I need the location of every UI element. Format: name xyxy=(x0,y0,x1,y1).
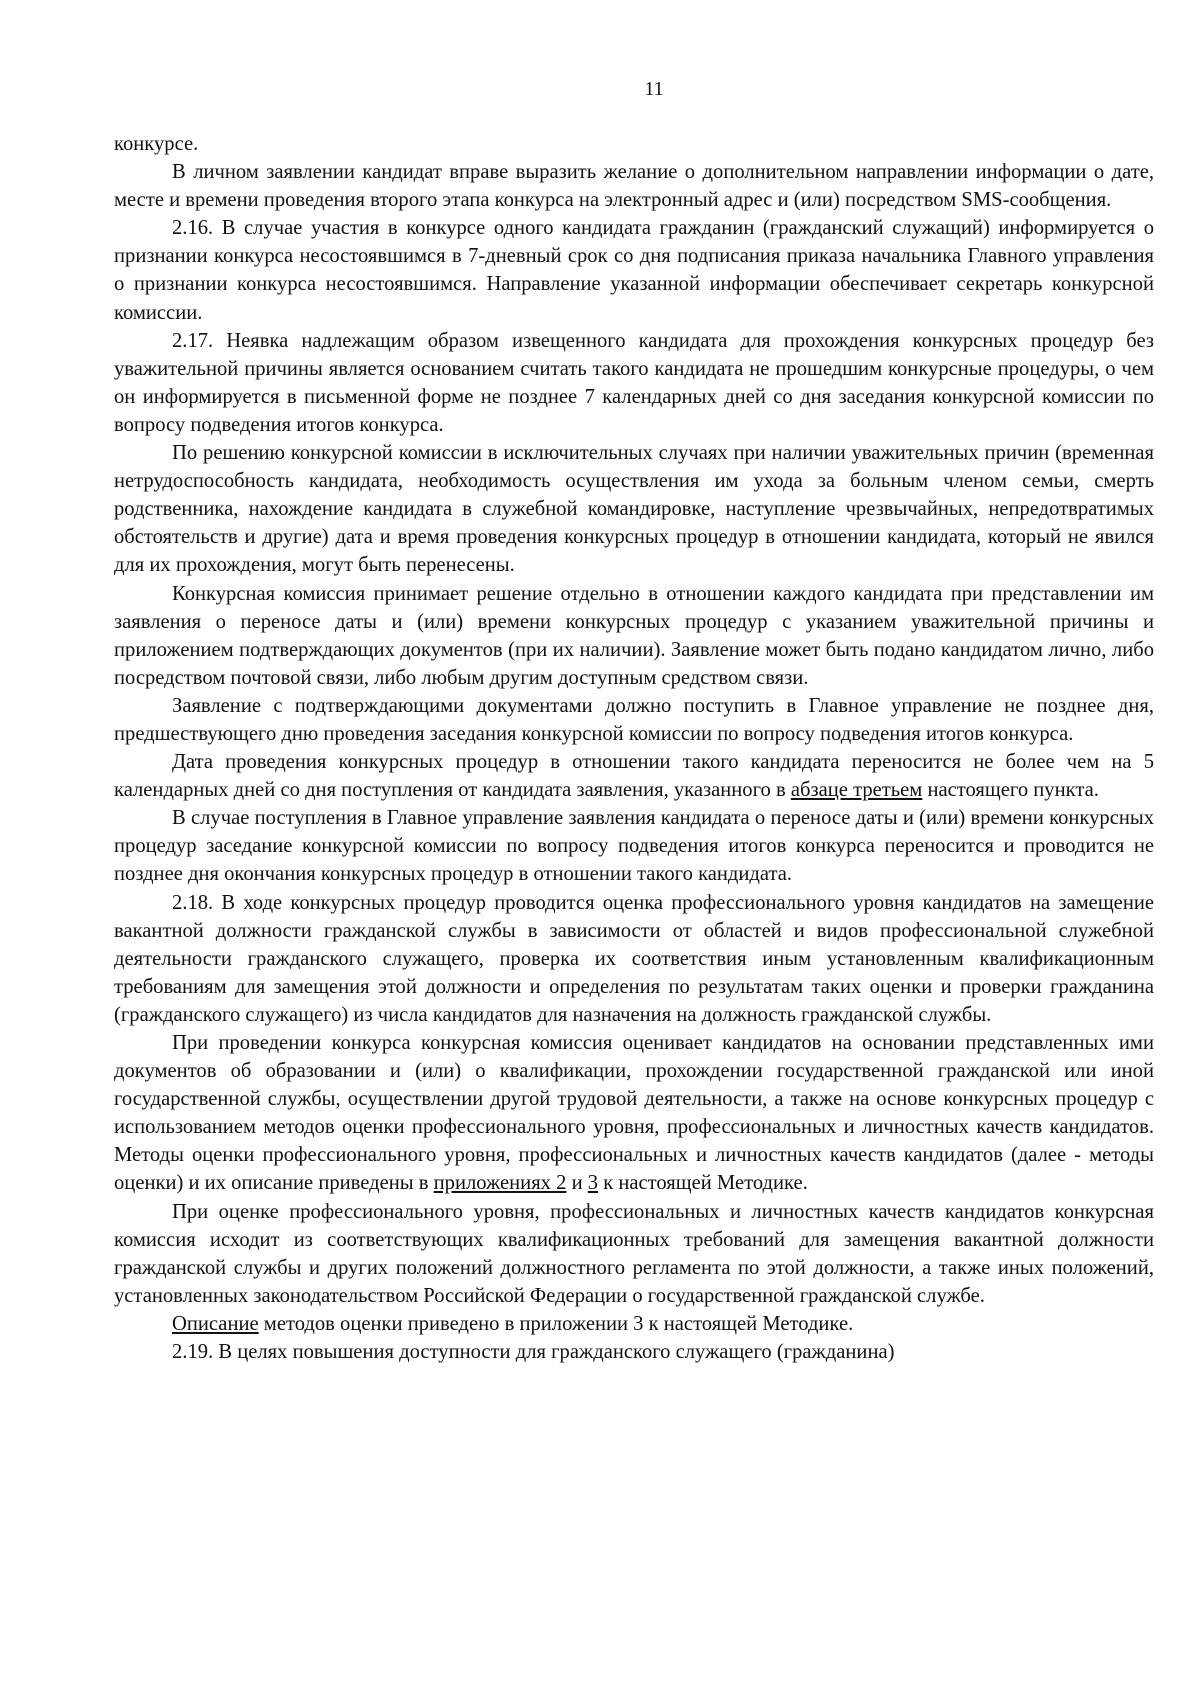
paragraph-8 xyxy=(114,748,1154,804)
paragraph-5: По решению конкурсной комиссии в исключительных случаях при наличии уважительных причин (временная нетрудоспособность кандидата, необходимость осуществления им ухода за больным членом семьи, смерть родственника, нахождение кандидата в служебной командировке, наступление чрезвычайных, непредотвратимых обстоятельств и другие) дата и время проведения конкурсных процедур в отношении кандидата, который не явился для их прохождения, могут быть перенесены. xyxy=(114,442,1154,577)
paragraph-9: В случае поступления в Главное управление заявления кандидата о переносе даты и (или) времени конкурсных процедур заседание конкурсной комиссии по вопросу подведения итогов конкурса переносится и проводится не позднее дня окончания конкурсных процедур в отношении такого кандидата. xyxy=(114,807,1154,886)
paragraph-2-17: 2.17. Неявка надлежащим образом извещенного кандидата для прохождения конкурсных процедур без уважительной причины является основанием считать такого кандидата не прошедшим конкурсные процедуры, о чем он информируется в письменной форме не позднее 7 календарных дней со дня заседания конкурсной комиссии по вопросу подведения итогов конкурса. xyxy=(114,329,1154,436)
paragraph-12: При оценке профессионального уровня, профессиональных и личностных качеств кандидатов конкурсная комиссия исходит из соответствующих квалификационных требований для замещения вакантной должности гражданской службы и других положений должностного регламента по этой должности, а также иных положений, установленных законодательством Российской Федерации о государственной гражданской службе. xyxy=(114,1200,1154,1307)
paragraph-6: Конкурсная комиссия принимает решение отдельно в отношении каждого кандидата при представлении им заявления о переносе даты и (или) времени конкурсных процедур с указанием уважительной причины и приложением подтверждающих документов (при их наличии). Заявление может быть подано кандидатом лично, либо посредством почтовой связи, либо любым другим доступным средством связи. xyxy=(114,582,1154,689)
abzac-third-link[interactable]: абзаце третьем xyxy=(790,779,923,802)
paragraph-1: конкурсе. xyxy=(114,133,199,155)
paragraph-2-18: 2.18. В ходе конкурсных процедур проводится оценка профессионального уровня кандидатов на замещение вакантной должности гражданской службы в зависимости от областей и видов профессиональной служебной деятельности гражданского служащего, проверка их соответствия иным установленным квалификационным требованиям для замещения этой должности и определения по результатам таких оценки и проверки гражданина (гражданского служащего) из числа кандидатов для назначения на должность гражданской службы. xyxy=(114,891,1154,1026)
appendix-3-link[interactable]: 3 xyxy=(587,1172,599,1195)
description-link[interactable]: Описание xyxy=(172,1312,259,1335)
paragraph-11-text-before: При проведении конкурса конкурсная комиссия оценивает кандидатов на основании представленных ими документов об образовании и (или) о квалификации, прохождении государственной гражданской или иной государственной службы, осуществлении другой трудовой деятельности, а также на основе конкурсных процедур с использованием методов оценки профессионального уровня, профессиональных и личностных качеств кандидатов. Методы оценки профессионального уровня, профессиональных и личностных качеств кандидатов (далее - методы оценки) и их описание приведены в xyxy=(114,1032,1154,1195)
paragraph-13 xyxy=(114,1310,1154,1338)
paragraph-7: Заявление с подтверждающими документами должно поступить в Главное управление не позднее дня, предшествующего дню проведения заседания конкурсной комиссии по вопросу подведения итогов конкурса. xyxy=(114,694,1154,745)
paragraph-11-text-mid: и xyxy=(566,1172,588,1195)
paragraph-8-text-before: Дата проведения конкурсных процедур в отношении такого кандидата переносится не более чем на 5 календарных дней со дня поступления от кандидата заявления, указанного в xyxy=(114,751,1154,802)
paragraph-2-19: 2.19. В целях повышения доступности для гражданского служащего (гражданина) xyxy=(172,1341,895,1364)
appendix-2-link[interactable]: приложениях 2 xyxy=(433,1172,567,1195)
paragraph-11-text-after: к настоящей Методике. xyxy=(598,1172,808,1195)
paragraph-8-text-after: настоящего пункта. xyxy=(922,779,1099,802)
paragraph-13-text-after: методов оценки приведено в приложении 3 к настоящей Методике. xyxy=(258,1312,854,1335)
page-number: 11 xyxy=(644,78,664,100)
paragraph-2-16: 2.16. В случае участия в конкурсе одного кандидата гражданин (гражданский служащий) информируется о признании конкурса несостоявшимся в 7-дневный срок со дня подписания приказа начальника Главного управления о признании конкурса несостоявшимся. Направление указанной информации обеспечивает секретарь конкурсной комиссии. xyxy=(114,217,1154,324)
paragraph-2: В личном заявлении кандидат вправе выразить желание о дополнительном направлении информации о дате, месте и времени проведения второго этапа конкурса на электронный адрес и (или) посредством SMS-сообщения. xyxy=(114,161,1154,212)
paragraph-11 xyxy=(114,1029,1154,1198)
